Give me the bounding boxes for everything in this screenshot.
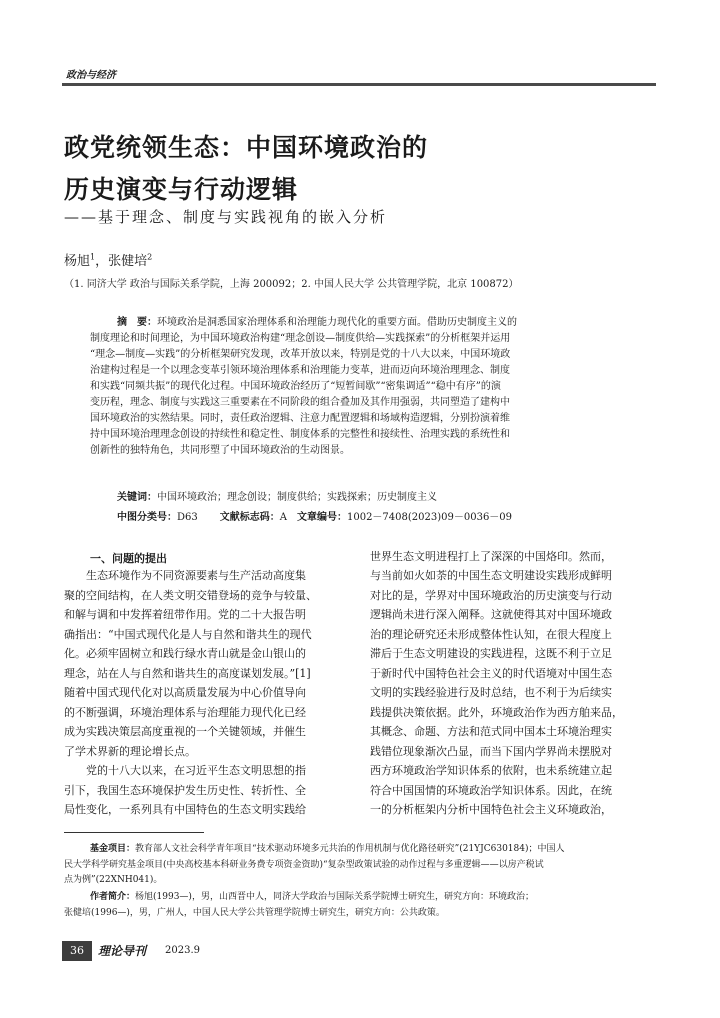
body-line: 对比的是，学界对中国环境政治的历史演变与行动 [370,588,612,602]
classification-line [117,508,512,523]
body-line: 党的十八大以来，在习近平生态文明思想的指 [64,764,306,777]
body-line: 逻辑尚未进行深入阐释。这就使得其对中国环境政 [370,608,612,621]
footnote-line: 张健培(1996—)，男，广州人，中国人民大学公共管理学院博士研究生，研究方向：公共政策。 [64,908,445,918]
body-line: 引下，我国生态环境保护发生历史性、转折性、全 [64,783,306,797]
footnote-line: 点为例”(22XNH041)。 [64,875,163,885]
abstract-line [117,315,517,331]
author-affiliation: （1. 同济大学 政治与国际关系学院，上海 200092；2. 中国人民大学 公共管理学院，北京 100872） [64,279,519,290]
body-line: 的不断强调，环境治理体系与治理能力现代化已经 [64,705,306,719]
keywords-text: 中国环境政治；理念创设；制度供给；实践探索；历史制度主义 [157,492,437,503]
abstract-line: 国环境政治的实然结果。同时，责任政治逻辑、注意力配置逻辑和场域构造逻辑，分别扮演着维 [90,413,510,424]
author-superscript: 2 [147,252,153,262]
journal-section-label: 政治与经济 [66,70,116,81]
body-line: 西方环境政治学知识体系的依附，也未系统建立起 [370,764,612,777]
abstract-line: 持中国环境治理理念创设的持续性和稳定性、制度体系的完整性和接续性、治理实践的系统性和 [90,429,510,440]
article-title-line-2: 历史演变与行动逻辑 [64,175,299,204]
body-line: 生态环境作为不同资源要素与生产活动高度集 [64,569,306,582]
body-line: 了学术界新的理论增长点。 [64,744,196,758]
body-line: 其概念、命题、方法和范式同中国本土环境治理实 [370,725,612,738]
body-line: 理念，站在人与自然和谐共生的高度谋划发展。”[1] [64,666,311,680]
body-line: 于新时代中国特色社会主义的时代语境对中国生态 [370,666,612,680]
abstract-line: 创新性的独特角色，共同形塑了中国环境政治的生动图景。 [90,445,350,456]
abstract-line: “理念—制度—实践”的分析框架研究发现，改革开放以来，特别是党的十八大以来，中国环境政 [90,349,511,360]
body-line: 聚的空间结构，在人类文明交错登场的竞争与较量、 [64,588,317,602]
body-line: 治的理论研究还未形成整体性认知，在很大程度上 [370,627,612,641]
abstract-label: 摘 要： [117,317,157,328]
body-line: 文明的实践经验进行及时总结，也不利于为后续实 [370,686,612,699]
clc-label: 中图分类号： [117,512,177,523]
abstract-line: 治建构过程是一个以理念变革引领环境治理体系和治理能力变革，进而迈向环境治理理念、制度 [90,365,510,376]
body-line: 符合中国国情的环境政治学知识体系。因此，在统 [370,783,612,797]
body-line: 随着中国式现代化对以高质量发展为中心价值导向 [64,686,306,699]
body-line: 确指出：“中国式现代化是人与自然和谐共生的现代 [64,627,312,641]
fund-text: 教育部人文社会科学青年项目“技术驱动环境多元共治的作用机制与优化路径研究”(21YJC630184)；中国人 [135,844,565,854]
body-line: 和解与调和中发挥着纽带作用。党的二十大报告明 [64,608,306,621]
footnote-line [90,842,565,858]
article-number-value: 1002－7408(2023)09－0036－09 [346,512,513,523]
body-line: 与当前如火如荼的中国生态文明建设实践形成鲜明 [370,569,612,582]
footnote-line [90,890,534,906]
body-line: 局性变化，一系列具有中国特色的生态文明实践给 [64,803,306,816]
abstract-line: 和实践“同频共振”的现代化过程。中国环境政治经历了“短暂间歇”“密集调适”“稳中有序”的演 [90,381,501,392]
abstract-line: 变历程，理念、制度与实践这三重要素在不同阶段的组合叠加及其作用强弱，共同塑造了建构中 [90,397,510,408]
author-name: 张健培 [108,254,148,269]
article-title-line-1: 政党统领生态：中国环境政治的 [64,133,429,162]
author-bio-text: 杨旭(1993—)，男，山西晋中人，同济大学政治与国际关系学院博士研究生，研究方向：环境政治； [135,892,534,902]
author-superscript: 1 [90,252,96,262]
author-name: 杨旭 [64,254,91,269]
section-heading: 一、问题的提出 [90,552,167,565]
journal-name: 理论导刊 [98,944,147,958]
body-line: 成为实践决策层高度重视的一个关键领域，并催生 [64,725,306,738]
doc-code-value: A [279,512,287,523]
author-line [64,250,152,269]
keywords-line [117,488,437,503]
article-number-label: 文章编号： [296,512,347,523]
body-line: 世界生态文明进程打上了深深的中国烙印。然而， [370,549,612,563]
keywords-label: 关键词： [117,492,157,503]
article-subtitle: ——基于理念、制度与实践视角的嵌入分析 [64,208,388,226]
header-rule [62,83,656,86]
footnote-line: 民大学科学研究基金项目(中央高校基本科研业务费专项资金资助)“复杂型政策试验的动作过程与多重逻辑——以房产税试 [64,859,544,870]
body-line: 滞后于生态文明建设的实践进程，这既不利于立足 [370,647,612,660]
abstract-text: 环境政治是洞悉国家治理体系和治理能力现代化的重要方面。借助历史制度主义的 [157,317,517,328]
doc-code-label: 文献标志码： [219,512,280,523]
author-separator: ， [95,254,109,269]
fund-label: 基金项目： [90,844,136,854]
footnote-rule [64,832,204,833]
body-line: 一的分析框架内分析中国特色社会主义环境政治， [370,803,612,816]
page-number: 36 [62,941,92,961]
author-bio-label: 作者简介： [90,892,136,902]
abstract-line: 制度理论和时间理论，为中国环境政治构建“理念创设—制度供给—实践探索”的分析框架并运用 [90,333,511,344]
body-line: 化。必须牢固树立和践行绿水青山就是金山银山的 [64,647,306,660]
journal-issue: 2023.9 [165,945,200,956]
clc-value: D63 [177,512,198,523]
body-line: 践提供决策依据。此外，环境政治作为西方舶来品， [370,705,623,719]
body-line: 践错位现象渐次凸显，而当下国内学界尚未摆脱对 [370,744,612,758]
